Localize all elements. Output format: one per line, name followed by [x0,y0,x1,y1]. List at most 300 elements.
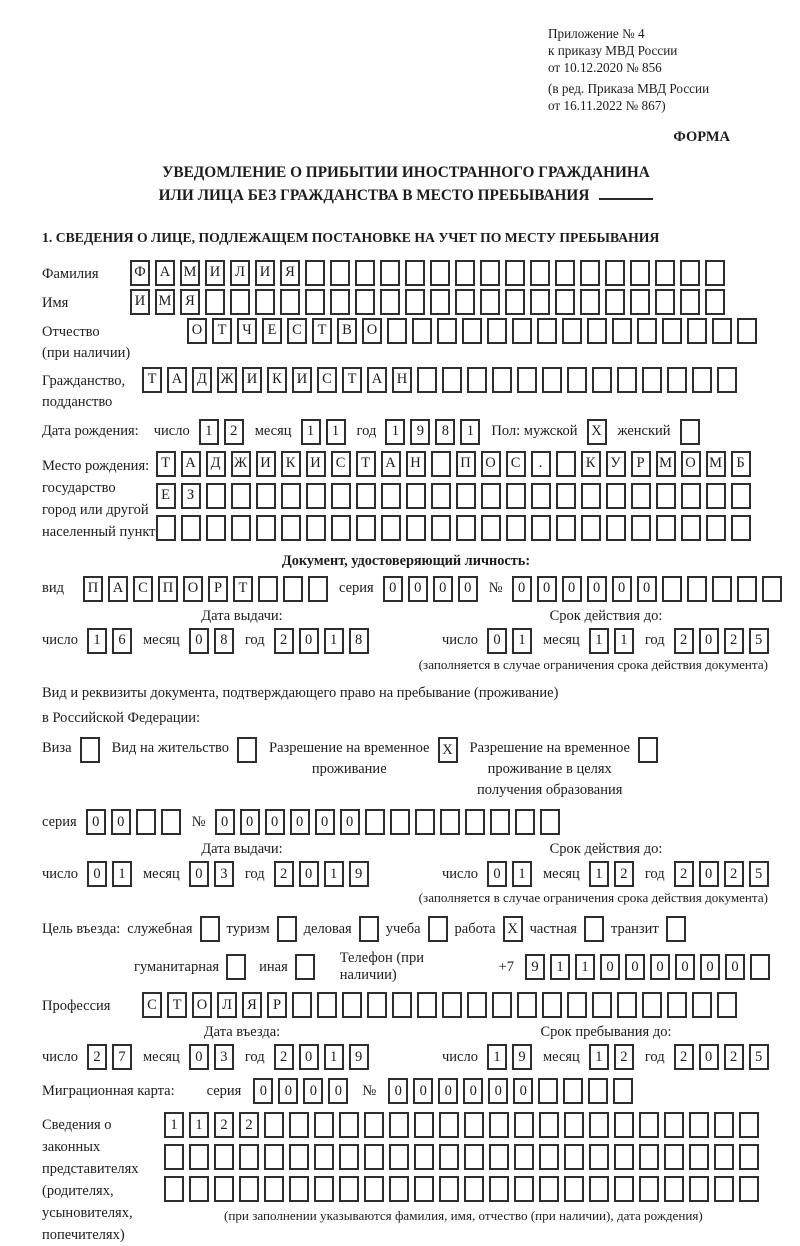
char-box[interactable] [667,992,687,1018]
char-box[interactable] [464,1176,484,1202]
char-box[interactable]: О [192,992,212,1018]
char-box[interactable] [639,1176,659,1202]
char-box[interactable] [417,992,437,1018]
char-box[interactable]: Н [406,451,426,477]
char-box[interactable] [617,367,637,393]
char-box[interactable]: 0 [111,809,131,835]
char-box[interactable]: 9 [349,861,369,887]
char-box[interactable] [305,289,325,315]
char-box[interactable] [630,260,650,286]
char-box[interactable] [430,289,450,315]
char-box[interactable]: А [181,451,201,477]
char-box[interactable]: 0 [315,809,335,835]
char-box[interactable]: Б [731,451,751,477]
char-box[interactable]: С [317,367,337,393]
char-box[interactable]: В [337,318,357,344]
char-box[interactable] [256,515,276,541]
char-box[interactable] [239,1144,259,1170]
char-box[interactable] [605,289,625,315]
char-box[interactable] [415,809,435,835]
char-box[interactable] [164,1144,184,1170]
char-box[interactable]: 2 [724,1044,744,1070]
char-box[interactable] [587,318,607,344]
char-box[interactable]: 0 [215,809,235,835]
char-box[interactable] [281,483,301,509]
char-box[interactable]: 0 [340,809,360,835]
char-box[interactable] [681,483,701,509]
char-box[interactable]: 1 [87,628,107,654]
purpose-humanitarian-checkbox[interactable] [226,954,246,980]
char-box[interactable] [531,515,551,541]
char-box[interactable] [314,1144,334,1170]
char-box[interactable]: 1 [324,1044,344,1070]
char-box[interactable]: 0 [600,954,620,980]
char-box[interactable]: 7 [112,1044,132,1070]
char-box[interactable] [467,367,487,393]
char-box[interactable] [492,367,512,393]
char-box[interactable] [642,992,662,1018]
char-box[interactable]: 8 [214,628,234,654]
char-box[interactable] [689,1144,709,1170]
char-box[interactable]: 0 [328,1078,348,1104]
char-box[interactable] [355,260,375,286]
char-box[interactable] [389,1144,409,1170]
char-box[interactable] [750,954,770,980]
char-box[interactable]: 1 [589,628,609,654]
char-box[interactable]: Ф [130,260,150,286]
char-box[interactable]: И [205,260,225,286]
char-box[interactable] [214,1176,234,1202]
char-box[interactable] [562,318,582,344]
char-box[interactable] [389,1112,409,1138]
purpose-private-checkbox[interactable] [584,916,604,942]
char-box[interactable] [381,483,401,509]
char-box[interactable] [642,367,662,393]
char-box[interactable] [406,483,426,509]
char-box[interactable]: 1 [460,419,480,445]
char-box[interactable]: Т [356,451,376,477]
char-box[interactable] [664,1144,684,1170]
char-box[interactable]: Р [208,576,228,602]
char-box[interactable] [712,576,732,602]
char-box[interactable]: Ч [237,318,257,344]
char-box[interactable]: 1 [324,861,344,887]
char-box[interactable]: 2 [239,1112,259,1138]
char-box[interactable] [306,515,326,541]
char-box[interactable]: С [133,576,153,602]
char-box[interactable]: 2 [274,861,294,887]
char-box[interactable] [414,1176,434,1202]
char-box[interactable] [430,260,450,286]
char-box[interactable] [739,1176,759,1202]
char-box[interactable] [614,1144,634,1170]
char-box[interactable] [606,515,626,541]
char-box[interactable]: 2 [724,628,744,654]
char-box[interactable] [514,1112,534,1138]
char-box[interactable]: 1 [112,861,132,887]
char-box[interactable] [492,992,512,1018]
purpose-tourism-checkbox[interactable] [277,916,297,942]
char-box[interactable]: 0 [299,628,319,654]
char-box[interactable]: 0 [699,628,719,654]
char-box[interactable]: 0 [86,809,106,835]
char-box[interactable]: 1 [589,861,609,887]
char-box[interactable] [505,260,525,286]
char-box[interactable] [456,515,476,541]
char-box[interactable] [414,1144,434,1170]
char-box[interactable]: Ж [217,367,237,393]
char-box[interactable] [480,260,500,286]
char-box[interactable] [339,1144,359,1170]
char-box[interactable]: 0 [383,576,403,602]
char-box[interactable] [314,1112,334,1138]
char-box[interactable] [514,1176,534,1202]
char-box[interactable] [592,992,612,1018]
char-box[interactable] [305,260,325,286]
char-box[interactable]: К [267,367,287,393]
char-box[interactable] [255,289,275,315]
char-box[interactable] [412,318,432,344]
char-box[interactable]: 1 [614,628,634,654]
gender-female-checkbox[interactable] [680,419,700,445]
char-box[interactable]: 2 [274,1044,294,1070]
char-box[interactable]: И [256,451,276,477]
char-box[interactable] [206,483,226,509]
char-box[interactable] [481,483,501,509]
char-box[interactable] [639,1112,659,1138]
char-box[interactable] [464,1144,484,1170]
char-box[interactable] [692,367,712,393]
char-box[interactable] [442,992,462,1018]
char-box[interactable] [662,576,682,602]
char-box[interactable] [189,1176,209,1202]
char-box[interactable] [581,483,601,509]
char-box[interactable] [692,992,712,1018]
char-box[interactable]: Р [631,451,651,477]
char-box[interactable] [737,576,757,602]
char-box[interactable] [614,1112,634,1138]
char-box[interactable]: Т [312,318,332,344]
char-box[interactable]: П [83,576,103,602]
char-box[interactable]: 5 [749,628,769,654]
temp-residence-checkbox[interactable]: X [438,737,458,763]
char-box[interactable] [381,515,401,541]
char-box[interactable] [405,260,425,286]
char-box[interactable] [264,1144,284,1170]
char-box[interactable]: Р [267,992,287,1018]
char-box[interactable] [563,1078,583,1104]
char-box[interactable] [506,483,526,509]
char-box[interactable]: И [255,260,275,286]
char-box[interactable] [289,1144,309,1170]
char-box[interactable] [714,1144,734,1170]
char-box[interactable] [406,515,426,541]
char-box[interactable] [539,1144,559,1170]
char-box[interactable] [455,260,475,286]
char-box[interactable]: Д [206,451,226,477]
char-box[interactable] [206,515,226,541]
char-box[interactable]: С [142,992,162,1018]
char-box[interactable] [481,515,501,541]
char-box[interactable] [489,1176,509,1202]
char-box[interactable] [515,809,535,835]
char-box[interactable] [292,992,312,1018]
char-box[interactable]: 1 [512,861,532,887]
char-box[interactable] [317,992,337,1018]
char-box[interactable] [414,1112,434,1138]
char-box[interactable] [539,1176,559,1202]
char-box[interactable]: 0 [487,628,507,654]
char-box[interactable] [731,483,751,509]
char-box[interactable]: 0 [512,576,532,602]
char-box[interactable]: Ж [231,451,251,477]
char-box[interactable]: А [381,451,401,477]
char-box[interactable]: 1 [512,628,532,654]
char-box[interactable] [662,318,682,344]
char-box[interactable]: И [292,367,312,393]
char-box[interactable]: 0 [433,576,453,602]
char-box[interactable]: З [181,483,201,509]
char-box[interactable]: 0 [303,1078,323,1104]
char-box[interactable] [581,515,601,541]
char-box[interactable] [556,515,576,541]
char-box[interactable] [639,1144,659,1170]
char-box[interactable] [739,1144,759,1170]
char-box[interactable]: К [581,451,601,477]
char-box[interactable]: 0 [587,576,607,602]
char-box[interactable] [714,1176,734,1202]
char-box[interactable] [390,809,410,835]
char-box[interactable]: Т [156,451,176,477]
char-box[interactable]: А [108,576,128,602]
char-box[interactable]: 0 [408,576,428,602]
char-box[interactable] [517,992,537,1018]
char-box[interactable] [656,515,676,541]
char-box[interactable] [431,483,451,509]
char-box[interactable] [487,318,507,344]
char-box[interactable] [356,515,376,541]
char-box[interactable]: И [242,367,262,393]
char-box[interactable] [480,289,500,315]
char-box[interactable] [531,483,551,509]
char-box[interactable] [365,809,385,835]
char-box[interactable]: И [130,289,150,315]
purpose-study-checkbox[interactable] [428,916,448,942]
char-box[interactable] [331,483,351,509]
char-box[interactable] [330,289,350,315]
char-box[interactable] [664,1112,684,1138]
char-box[interactable] [405,289,425,315]
char-box[interactable]: О [183,576,203,602]
char-box[interactable]: 2 [614,1044,634,1070]
char-box[interactable] [364,1144,384,1170]
char-box[interactable]: 0 [299,861,319,887]
char-box[interactable]: 1 [487,1044,507,1070]
char-box[interactable] [542,367,562,393]
char-box[interactable] [540,809,560,835]
char-box[interactable]: Т [212,318,232,344]
char-box[interactable] [506,515,526,541]
char-box[interactable]: 1 [326,419,346,445]
char-box[interactable]: 1 [189,1112,209,1138]
char-box[interactable]: М [656,451,676,477]
char-box[interactable]: 0 [189,861,209,887]
char-box[interactable]: К [281,451,301,477]
char-box[interactable]: 0 [388,1078,408,1104]
char-box[interactable] [512,318,532,344]
char-box[interactable] [664,1176,684,1202]
char-box[interactable]: 0 [725,954,745,980]
char-box[interactable] [331,515,351,541]
char-box[interactable] [439,1112,459,1138]
char-box[interactable]: С [331,451,351,477]
char-box[interactable]: М [706,451,726,477]
visa-checkbox[interactable] [80,737,100,763]
char-box[interactable]: 0 [700,954,720,980]
char-box[interactable]: 2 [274,628,294,654]
char-box[interactable] [440,809,460,835]
char-box[interactable] [656,483,676,509]
char-box[interactable] [264,1112,284,1138]
char-box[interactable] [517,367,537,393]
char-box[interactable]: 9 [525,954,545,980]
char-box[interactable] [161,809,181,835]
char-box[interactable]: 1 [324,628,344,654]
char-box[interactable] [505,289,525,315]
char-box[interactable]: 0 [487,861,507,887]
char-box[interactable] [189,1144,209,1170]
char-box[interactable] [714,1112,734,1138]
char-box[interactable] [687,576,707,602]
char-box[interactable]: 2 [224,419,244,445]
char-box[interactable] [339,1112,359,1138]
purpose-commercial-checkbox[interactable] [359,916,379,942]
char-box[interactable] [589,1112,609,1138]
char-box[interactable]: Т [233,576,253,602]
char-box[interactable]: А [155,260,175,286]
char-box[interactable] [592,367,612,393]
char-box[interactable] [164,1176,184,1202]
char-box[interactable] [455,289,475,315]
char-box[interactable]: Я [180,289,200,315]
char-box[interactable] [387,318,407,344]
char-box[interactable] [681,515,701,541]
char-box[interactable]: 9 [349,1044,369,1070]
char-box[interactable] [564,1176,584,1202]
char-box[interactable] [731,515,751,541]
char-box[interactable]: 1 [589,1044,609,1070]
char-box[interactable] [717,367,737,393]
char-box[interactable] [392,992,412,1018]
char-box[interactable] [567,992,587,1018]
char-box[interactable] [580,289,600,315]
char-box[interactable] [556,483,576,509]
char-box[interactable] [306,483,326,509]
char-box[interactable]: 0 [240,809,260,835]
char-box[interactable]: О [362,318,382,344]
char-box[interactable]: 0 [488,1078,508,1104]
char-box[interactable]: 9 [410,419,430,445]
char-box[interactable]: 0 [458,576,478,602]
char-box[interactable] [706,515,726,541]
char-box[interactable] [706,483,726,509]
char-box[interactable] [380,289,400,315]
char-box[interactable]: 0 [612,576,632,602]
char-box[interactable] [489,1112,509,1138]
char-box[interactable]: Л [230,260,250,286]
char-box[interactable] [364,1176,384,1202]
char-box[interactable] [556,451,576,477]
char-box[interactable]: О [681,451,701,477]
char-box[interactable] [230,289,250,315]
char-box[interactable]: 0 [189,628,209,654]
char-box[interactable] [555,260,575,286]
char-box[interactable] [314,1176,334,1202]
char-box[interactable] [281,515,301,541]
char-box[interactable]: 2 [214,1112,234,1138]
char-box[interactable] [762,576,782,602]
char-box[interactable]: 6 [112,628,132,654]
char-box[interactable]: А [367,367,387,393]
char-box[interactable] [231,515,251,541]
char-box[interactable]: Т [342,367,362,393]
char-box[interactable]: А [167,367,187,393]
char-box[interactable] [239,1176,259,1202]
char-box[interactable] [631,515,651,541]
char-box[interactable] [355,289,375,315]
char-box[interactable]: 5 [749,1044,769,1070]
char-box[interactable] [283,576,303,602]
char-box[interactable] [689,1176,709,1202]
char-box[interactable] [612,318,632,344]
char-box[interactable]: 2 [674,628,694,654]
char-box[interactable]: 0 [699,861,719,887]
char-box[interactable] [614,1176,634,1202]
char-box[interactable]: И [306,451,326,477]
char-box[interactable] [537,318,557,344]
char-box[interactable]: 0 [637,576,657,602]
char-box[interactable] [467,992,487,1018]
char-box[interactable]: 9 [512,1044,532,1070]
char-box[interactable] [456,483,476,509]
char-box[interactable]: Я [242,992,262,1018]
purpose-other-checkbox[interactable] [295,954,315,980]
char-box[interactable]: 3 [214,861,234,887]
char-box[interactable]: 0 [699,1044,719,1070]
char-box[interactable]: 1 [550,954,570,980]
char-box[interactable]: У [606,451,626,477]
char-box[interactable] [637,318,657,344]
char-box[interactable]: П [158,576,178,602]
char-box[interactable] [606,483,626,509]
char-box[interactable]: . [531,451,551,477]
char-box[interactable]: Л [217,992,237,1018]
char-box[interactable] [539,1112,559,1138]
char-box[interactable] [205,289,225,315]
purpose-transit-checkbox[interactable] [666,916,686,942]
char-box[interactable] [538,1078,558,1104]
char-box[interactable] [214,1144,234,1170]
char-box[interactable] [264,1176,284,1202]
char-box[interactable] [136,809,156,835]
char-box[interactable] [465,809,485,835]
char-box[interactable]: 8 [435,419,455,445]
char-box[interactable]: 1 [575,954,595,980]
char-box[interactable]: 0 [650,954,670,980]
char-box[interactable] [530,260,550,286]
char-box[interactable] [712,318,732,344]
char-box[interactable]: 5 [749,861,769,887]
